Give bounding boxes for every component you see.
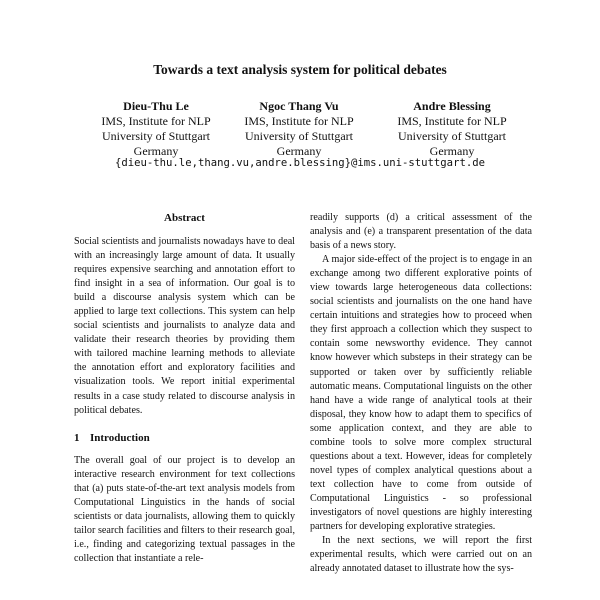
intro-paragraph: The overall goal of our project is to develop an interactive research environment for text collections that (a) puts state-of-the-art text analysis models from Computational Linguistics in the hands of social scientists or data journalists, allowing them to quickly tailor search facilities and filters to their research goal, i.e., finding and categorizing textual passages in the collection that instantiate a rele-: [74, 454, 295, 564]
abstract-text: Social scientists and journalists nowadays have to deal with an increasingly large amount of data. It usually requires expensive searching and annotation effort to find insight in a sea of information. Our goal is to build a discourse analysis system which can be applied to large text collections. This system can help social scientists and journalists to analyze data and validate their research theories by providing them with tailored machine learning methods to alleviate the annotation effort and exploratory facilities and visualization tools. We report initial experimental results in a case study related to discourse analysis in political debates.: [74, 236, 295, 416]
author-university: University of Stuttgart: [102, 129, 210, 143]
author-block-3: [367, 99, 537, 159]
section-heading-introduction: [74, 431, 295, 445]
body-paragraph-2: A major side-effect of the project is to engage in an exchange among two different explorative points of view towards large heterogeneous data collections: social scientists and journalists on the one hand have certain intuitions and strategies how to proceed when they first approach a collection which they suspect to contain some newsworthy evidence. They cannot know however which substeps in their strategy can be supported or taken over by sufficiently reliable automatic means. Computational linguists on the other hand have a wide range of analytical tools at their disposal, they know how to adapt them to specifics of some application context, and they are able to combine tools to solve more complex structural questions about a text. However, ideas for completely novel types of complex analytical questions about a text collection have to come from outside of Computational Linguistics - so professional investigators of novel questions are highly interesting partners for developing explorative strategies.: [310, 254, 532, 533]
body-paragraph-3: In the next sections, we will report the first experimental results, which were carried out on an already annotated dataset to illustrate how the sys-: [310, 535, 532, 575]
author-affiliation: IMS, Institute for NLP: [101, 114, 211, 128]
author-block-2: [214, 99, 384, 159]
author-country: Germany: [429, 144, 475, 158]
author-emails: {dieu-thu.le,thang.vu,andre.blessing}@ims.uni-stuttgart.de: [115, 157, 485, 169]
author-country: Germany: [133, 144, 179, 158]
section-number: 1: [74, 431, 80, 444]
right-column: [310, 211, 532, 576]
author-country: Germany: [276, 144, 322, 158]
left-column: [74, 211, 295, 566]
continuation-paragraph: readily supports (d) a critical assessment of the analysis and (e) a transparent presentation of the data basis of a news story.: [310, 212, 532, 252]
author-name: Dieu-Thu Le: [123, 99, 189, 113]
author-university: University of Stuttgart: [245, 129, 353, 143]
author-name: Ngoc Thang Vu: [259, 99, 339, 113]
author-affiliation: IMS, Institute for NLP: [397, 114, 507, 128]
author-name: Andre Blessing: [413, 99, 491, 113]
section-title: Introduction: [90, 431, 150, 444]
author-affiliation: IMS, Institute for NLP: [244, 114, 354, 128]
paper-title: Towards a text analysis system for political debates: [153, 62, 447, 77]
abstract-heading: Abstract: [164, 212, 205, 224]
author-university: University of Stuttgart: [398, 129, 506, 143]
